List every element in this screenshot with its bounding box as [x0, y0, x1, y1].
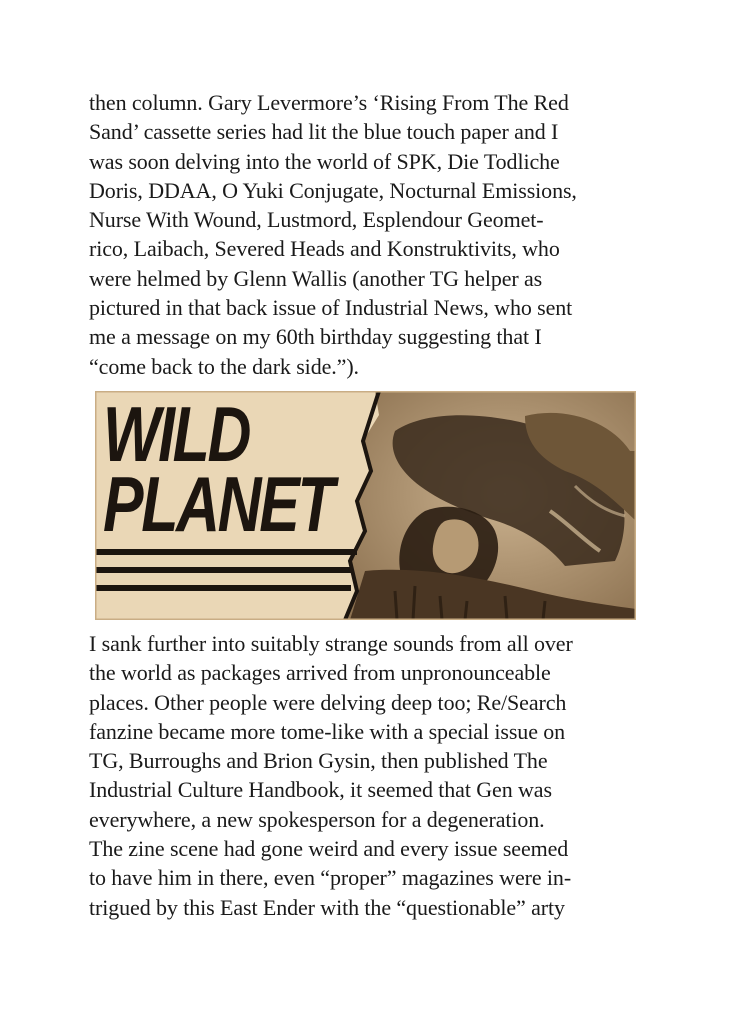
text-line: Doris, DDAA, O Yuki Conjugate, Nocturnal Emissions, [89, 177, 577, 203]
paragraph-top [89, 88, 649, 381]
text-line: TG, Burroughs and Brion Gysin, then published The [89, 748, 548, 774]
headline-line-2: PLANET [103, 460, 333, 548]
text-line: to have him in there, even “proper” magazines were in- [89, 865, 572, 891]
text-line: were helmed by Glenn Wallis (another TG helper as [89, 265, 543, 291]
text-line: Nurse With Wound, Lustmord, Esplendour Geomet- [89, 207, 544, 233]
text-line: I sank further into suitably strange sounds from all over [89, 631, 573, 656]
text-line: pictured in that back issue of Industrial News, who sent [89, 295, 573, 321]
text-line: the world as packages arrived from unpronounceable [89, 660, 551, 686]
text-line: The zine scene had gone weird and every issue seemed [89, 836, 569, 862]
text-line: me a message on my 60th birthday suggesting that I [89, 324, 542, 350]
text-line: Industrial Culture Handbook, it seemed that Gen was [89, 777, 552, 803]
text-line: then column. Gary Levermore’s ‘Rising From The Red [89, 90, 569, 115]
text-line: “come back to the dark side.”). [89, 353, 359, 379]
paragraph-bottom [89, 629, 649, 922]
text-line: rico, Laibach, Severed Heads and Konstruktivits, who [89, 236, 560, 262]
text-line: places. Other people were delving deep too; Re/Search [89, 689, 567, 715]
text-line: fanzine became more tome-like with a special issue on [89, 718, 566, 744]
text-line: trigued by this East Ender with the “questionable” arty [89, 894, 565, 920]
clipping-headline [103, 391, 333, 548]
text-line: everywhere, a new spokesperson for a degeneration. [89, 806, 545, 832]
magazine-clipping-image [95, 391, 636, 620]
text-line: Sand’ cassette series had lit the blue touch paper and I [89, 119, 559, 145]
text-line: was soon delving into the world of SPK, Die Todliche [89, 148, 560, 174]
headline-line-1: WILD [103, 391, 250, 478]
